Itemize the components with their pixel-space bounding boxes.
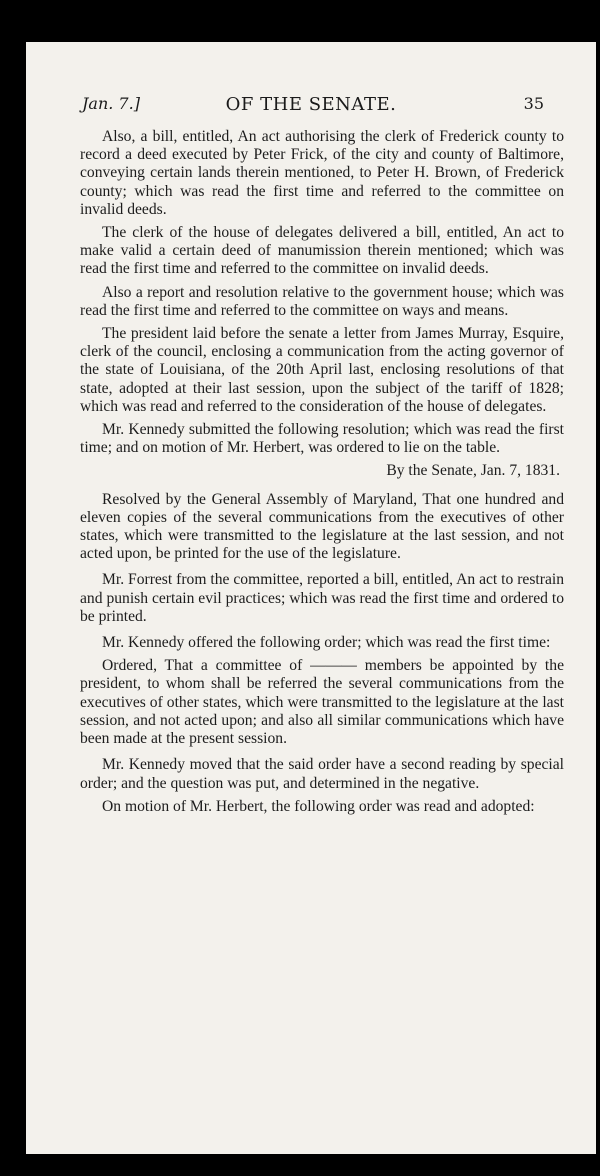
paragraph: The clerk of the house of delegates delivered a bill, entitled, An act to make valid a certain deed of manumission therein mentioned; which was read the first time and referred to the committee on invalid deeds. [80,224,564,278]
paragraph: Resolved by the General Assembly of Maryland, That one hundred and eleven copies of the several communications from the executives of other states, which were transmitted to the legislature at the last session, and not acted upon, be printed for the use of the legislature. [80,490,564,563]
paragraph: On motion of Mr. Herbert, the following order was read and adopted: [102,797,535,815]
header-date: Jan. 7.] [82,94,140,113]
paragraph: Ordered, That a committee of ——— members be appointed by the president, to whom shall be referred the several communications from the executives of other states, which were transmitted to the legislature at the last session, and not acted upon; and also all similar communications which have been made at the present session. [80,657,564,748]
page-number: 35 [523,94,544,113]
dateline: By the Senate, Jan. 7, 1831. [386,462,560,480]
paragraph: Also, a bill, entitled, An act authorising the clerk of Frederick county to record a deed executed by Peter Frick, of the city and county of Baltimore, conveying certain lands therein mentioned, to Peter H. Brown, of Frederick county; which was read the first time and referred to the committee on invalid deeds. [80,128,564,218]
paragraph: Also a report and resolution relative to the government house; which was read the first time and referred to the committee on ways and means. [80,283,564,319]
paragraph: Mr. Kennedy offered the following order; which was read the first time: [102,634,551,652]
page-title: OF THE SENATE. [225,94,397,115]
paragraph: The president laid before the senate a letter from James Murray, Esquire, clerk of the council, enclosing a communication from the acting governor of the state of Louisiana, of the 20th April last, enclosing resolutions of that state, adopted at their last session, upon the subject of the tariff of 1828; which was read and referred to the consideration of the house of delegates. [80,325,564,415]
paragraph: Mr. Forrest from the committee, reported a bill, entitled, An act to restrain and punish certain evil practices; which was read the first time and ordered to be printed. [80,571,564,625]
book-page [26,42,596,1154]
paragraph: Mr. Kennedy submitted the following resolution; which was read the first time; and on motion of Mr. Herbert, was ordered to lie on the table. [80,421,564,457]
page-body [80,128,564,821]
running-header [26,94,596,124]
paragraph: Mr. Kennedy moved that the said order have a second reading by special order; and the question was put, and determined in the negative. [80,756,564,792]
